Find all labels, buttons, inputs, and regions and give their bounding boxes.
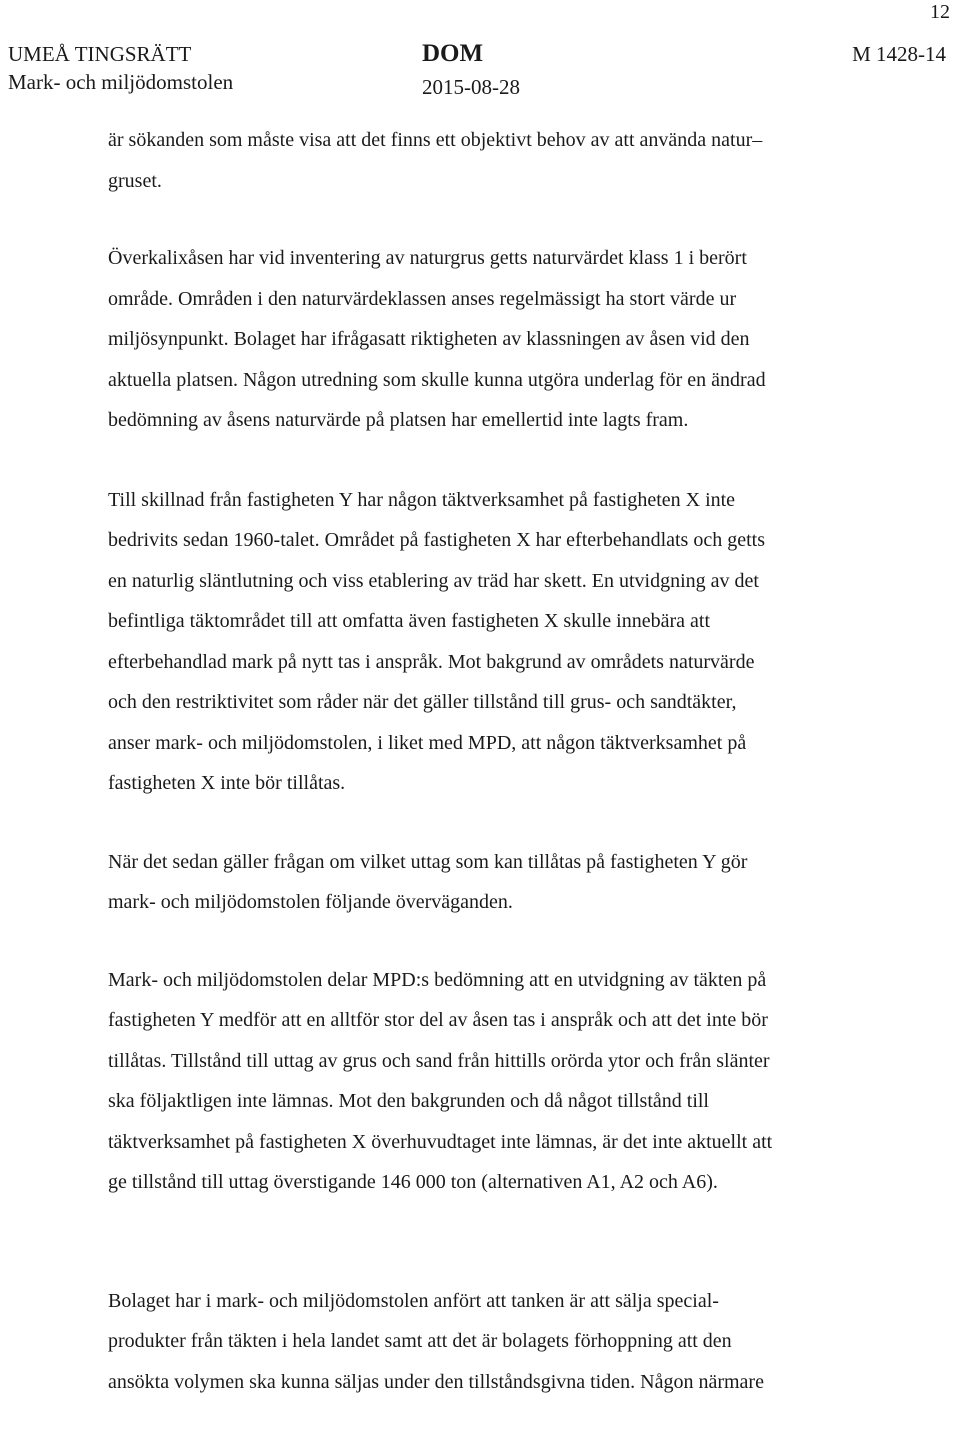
text-line: område. Områden i den naturvärdeklassen anses regelmässigt ha stort värde ur — [108, 287, 737, 310]
paragraph-3 — [108, 480, 898, 804]
text-line: är sökanden som måste visa att det finns ett objektivt behov av att använda natur– — [108, 129, 763, 151]
text-line: bedrivits sedan 1960-talet. Området på fastigheten X har efterbehandlats och getts — [108, 529, 765, 551]
text-line: produkter från täkten i hela landet samt att det är bolagets förhoppning att den — [108, 1330, 732, 1352]
text-line: täktverksamhet på fastigheten X överhuvudtaget inte lämnas, är det inte aktuellt att — [108, 1130, 773, 1153]
text-line: Överkalixåsen har vid inventering av naturgrus getts naturvärdet klass 1 i berört — [108, 247, 747, 269]
text-line: miljösynpunkt. Bolaget har ifrågasatt riktigheten av klassningen av åsen vid den — [108, 328, 750, 350]
text-line: aktuella platsen. Någon utredning som skulle kunna utgöra underlag för en ändrad — [108, 368, 766, 391]
text-line: gruset. — [108, 169, 162, 192]
text-line: ge tillstånd till uttag överstigande 146 000 ton (alternativen A1, A2 och A6). — [108, 1171, 718, 1193]
paragraph-1 — [108, 120, 898, 201]
document-type: DOM — [422, 40, 484, 67]
text-line: När det sedan gäller frågan om vilket uttag som kan tillåtas på fastigheten Y gör — [108, 850, 748, 873]
text-line: befintliga täktområdet till att omfatta även fastigheten X skulle innebära att — [108, 610, 711, 632]
court-name: UMEÅ TINGSRÄTT — [8, 42, 192, 66]
text-line: mark- och miljödomstolen följande överväganden. — [108, 891, 513, 913]
text-line: tillåtas. Tillstånd till uttag av grus och sand från hittills orörda ytor och från slänter — [108, 1049, 770, 1072]
case-number: M 1428-14 — [852, 42, 946, 66]
text-line: anser mark- och miljödomstolen, i liket med MPD, att någon täktverksamhet på — [108, 731, 747, 754]
text-line: Till skillnad från fastigheten Y har någon täktverksamhet på fastigheten X inte — [108, 488, 736, 511]
text-line: bedömning av åsens naturvärde på platsen har emellertid inte lagts fram. — [108, 409, 689, 431]
text-line: en naturlig släntlutning och viss etablering av träd har skett. En utvidgning av det — [108, 569, 759, 592]
document-date: 2015-08-28 — [422, 75, 520, 99]
paragraph-2 — [108, 238, 898, 441]
text-line: efterbehandlad mark på nytt tas i anspråk. Mot bakgrund av områdets naturvärde — [108, 650, 755, 673]
page-number: 12 — [930, 1, 950, 23]
paragraph-6 — [108, 1281, 898, 1403]
document-body — [108, 120, 898, 1402]
text-line: Mark- och miljödomstolen delar MPD:s bedömning att en utvidgning av täkten på — [108, 968, 767, 991]
text-line: Bolaget har i mark- och miljödomstolen anfört att tanken är att sälja special- — [108, 1289, 719, 1312]
paragraph-4 — [108, 842, 898, 923]
text-line: och den restriktivitet som råder när det gäller tillstånd till grus- och sandtäkter, — [108, 691, 737, 713]
text-line: ansökta volymen ska kunna säljas under den tillståndsgivna tiden. Någon närmare — [108, 1370, 764, 1393]
paragraph-5 — [108, 960, 898, 1203]
text-line: fastigheten X inte bör tillåtas. — [108, 772, 346, 794]
court-department: Mark- och miljödomstolen — [8, 70, 234, 94]
text-line: fastigheten Y medför att en alltför stor del av åsen tas i anspråk och att det inte bör — [108, 1009, 768, 1031]
text-line: ska följaktligen inte lämnas. Mot den bakgrunden och då något tillstånd till — [108, 1090, 709, 1112]
